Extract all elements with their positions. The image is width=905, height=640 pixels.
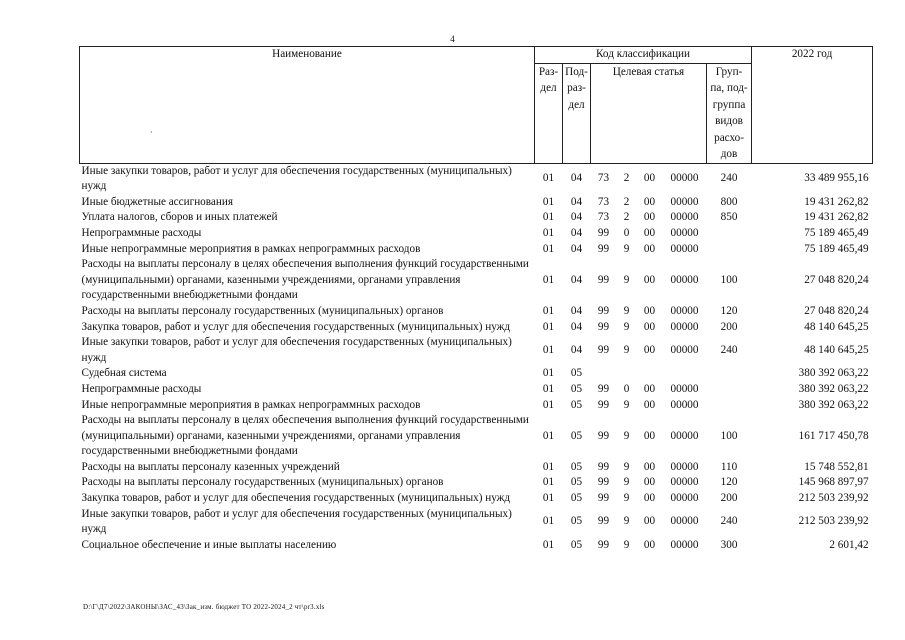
row-target-3: 00 (643, 515, 656, 528)
row-group (707, 366, 752, 382)
row-name: Расходы на выплаты персоналу государственных (муниципальных) органов (81, 476, 444, 489)
row-podrazdel: 04 (570, 343, 583, 356)
row-podrazdel: 04 (570, 172, 583, 185)
row-group: 240 (720, 343, 738, 356)
row-group: 120 (720, 304, 738, 317)
row-amount: 19 431 262,82 (804, 211, 869, 224)
row-target-1: 99 (597, 273, 610, 286)
row-name: Расходы на выплаты персоналу казенных учреждений (81, 460, 340, 473)
row-razdel: 01 (542, 460, 555, 473)
row-target-4: 00000 (670, 343, 699, 356)
row-amount: 75 189 465,49 (804, 242, 869, 255)
row-target-4 (663, 366, 707, 382)
row-podrazdel: 05 (570, 367, 583, 380)
row-amount: 212 503 239,92 (798, 492, 869, 505)
row-name: Закупка товаров, работ и услуг для обеспечения государственных (муниципальных) нужд (81, 492, 511, 505)
row-group: 240 (720, 515, 738, 528)
row-razdel: 01 (542, 195, 555, 208)
row-group (707, 242, 752, 258)
row-target-4: 00000 (670, 211, 699, 224)
row-amount: 380 392 063,22 (798, 382, 869, 395)
row-target-1: 99 (597, 398, 610, 411)
row-podrazdel: 04 (570, 195, 583, 208)
row-amount: 48 140 645,25 (804, 320, 869, 333)
row-target-2: 9 (623, 242, 630, 255)
row-razdel: 01 (542, 226, 555, 239)
row-target-3: 00 (643, 304, 656, 317)
table-row (80, 538, 873, 554)
row-group: 110 (720, 460, 738, 473)
row-razdel: 01 (542, 476, 555, 489)
row-amount: 19 431 262,82 (804, 195, 869, 208)
row-razdel: 01 (542, 320, 555, 333)
row-target-4: 00000 (670, 195, 699, 208)
row-name: Иные закупки товаров, работ и услуг для обеспечения государственных (муниципальных) нужд (81, 507, 512, 536)
row-group: 200 (720, 320, 738, 333)
row-target-2: 9 (623, 538, 630, 551)
row-razdel: 01 (542, 515, 555, 528)
row-group: 300 (720, 538, 738, 551)
row-target-1: 99 (597, 242, 610, 255)
row-target-2: 2 (623, 211, 630, 224)
row-podrazdel: 04 (570, 226, 583, 239)
row-target-4: 00000 (670, 429, 699, 442)
table-row (80, 320, 873, 336)
table-row (80, 413, 873, 460)
stray-mark: · (150, 128, 153, 137)
row-amount: 2 601,42 (829, 538, 869, 551)
row-podrazdel: 05 (570, 382, 583, 395)
header-group: Груп- па, под- группа видов расхо- дов (707, 63, 752, 163)
row-target-1: 99 (597, 304, 610, 317)
row-target-3: 00 (643, 492, 656, 505)
row-target-4: 00000 (670, 273, 699, 286)
row-target-3: 00 (643, 429, 656, 442)
table-row (80, 226, 873, 242)
row-target-2 (617, 366, 637, 382)
table-row (80, 398, 873, 414)
row-target-1: 99 (597, 429, 610, 442)
row-target-4: 00000 (670, 398, 699, 411)
row-name: Иные непрограммные мероприятия в рамках непрограммных расходов (81, 242, 421, 255)
row-target-2: 0 (623, 382, 630, 395)
table-row (80, 195, 873, 211)
row-razdel: 01 (542, 367, 555, 380)
table-row (80, 475, 873, 491)
row-target-3 (637, 366, 663, 382)
row-podrazdel: 05 (570, 429, 583, 442)
row-podrazdel: 05 (570, 398, 583, 411)
row-target-1: 73 (597, 195, 610, 208)
row-group (707, 382, 752, 398)
row-target-4: 00000 (670, 320, 699, 333)
row-amount: 48 140 645,25 (804, 343, 869, 356)
row-target-4: 00000 (670, 172, 699, 185)
row-target-3: 00 (643, 273, 656, 286)
row-podrazdel: 05 (570, 460, 583, 473)
table-row (80, 257, 873, 304)
row-target-3: 00 (643, 398, 656, 411)
table-row (80, 366, 873, 382)
row-razdel: 01 (542, 304, 555, 317)
table-row (80, 163, 873, 195)
row-podrazdel: 04 (570, 320, 583, 333)
row-group: 240 (720, 172, 738, 185)
row-target-2: 9 (623, 515, 630, 528)
row-target-2: 9 (623, 273, 630, 286)
row-group (707, 398, 752, 414)
row-razdel: 01 (542, 211, 555, 224)
row-amount: 33 489 955,16 (804, 172, 869, 185)
row-target-4: 00000 (670, 476, 699, 489)
row-target-1: 99 (597, 343, 610, 356)
row-target-1: 99 (597, 320, 610, 333)
header-name: Наименование (80, 47, 535, 164)
row-amount: 27 048 820,24 (804, 273, 869, 286)
row-target-2: 9 (623, 460, 630, 473)
row-razdel: 01 (542, 398, 555, 411)
row-name: Уплата налогов, сборов и иных платежей (81, 211, 278, 224)
row-target-3: 00 (643, 242, 656, 255)
row-name: Расходы на выплаты персоналу в целях обеспечения выполнения функций государственными (муниципальными) органами, казенными учреждениями, органами управления государственными внебюджетными фондами (81, 258, 529, 302)
budget-table (79, 46, 873, 553)
table-row (80, 210, 873, 226)
row-amount: 75 189 465,49 (804, 226, 869, 239)
row-target-3: 00 (643, 320, 656, 333)
header-podrazdel: Под- раз- дел (563, 63, 591, 163)
row-target-2: 0 (623, 226, 630, 239)
row-target-3: 00 (643, 538, 656, 551)
page-number: 4 (450, 34, 455, 44)
row-target-3: 00 (643, 172, 656, 185)
row-amount: 380 392 063,22 (798, 398, 869, 411)
row-razdel: 01 (542, 382, 555, 395)
row-target-3: 00 (643, 343, 656, 356)
row-name: Социальное обеспечение и иные выплаты населению (81, 538, 337, 551)
row-target-1: 73 (597, 211, 610, 224)
row-target-2: 9 (623, 304, 630, 317)
row-target-3: 00 (643, 382, 656, 395)
row-target-3: 00 (643, 460, 656, 473)
row-target-2: 2 (623, 195, 630, 208)
row-amount: 212 503 239,92 (798, 515, 869, 528)
row-razdel: 01 (542, 273, 555, 286)
row-name: Расходы на выплаты персоналу государственных (муниципальных) органов (81, 304, 444, 317)
row-razdel: 01 (542, 429, 555, 442)
row-name: Закупка товаров, работ и услуг для обеспечения государственных (муниципальных) нужд (81, 320, 511, 333)
row-podrazdel: 05 (570, 476, 583, 489)
header-razdel: Раз- дел (535, 63, 563, 163)
row-target-2: 9 (623, 429, 630, 442)
row-group: 100 (720, 273, 738, 286)
row-amount: 380 392 063,22 (798, 367, 869, 380)
row-podrazdel: 05 (570, 538, 583, 551)
row-razdel: 01 (542, 492, 555, 505)
row-name: Непрограммные расходы (81, 382, 202, 395)
row-amount: 145 968 897,97 (798, 476, 869, 489)
row-target-1: 99 (597, 226, 610, 239)
row-target-3: 00 (643, 195, 656, 208)
row-name: Иные закупки товаров, работ и услуг для обеспечения государственных (муниципальных) нужд (81, 336, 512, 364)
row-podrazdel: 04 (570, 211, 583, 224)
table-row (80, 382, 873, 398)
row-group: 100 (720, 429, 738, 442)
row-razdel: 01 (542, 242, 555, 255)
row-target-1: 99 (597, 538, 610, 551)
row-target-4: 00000 (670, 460, 699, 473)
header-target: Целевая статья (591, 63, 707, 163)
row-podrazdel: 04 (570, 273, 583, 286)
row-group: 850 (720, 211, 738, 224)
table-row (80, 507, 873, 538)
row-name: Расходы на выплаты персоналу в целях обеспечения выполнения функций государственными (муниципальными) органами, казенными учреждениями, органами управления государственными внебюджетными фондами (81, 414, 529, 458)
row-target-2: 2 (623, 172, 630, 185)
row-podrazdel: 05 (570, 492, 583, 505)
row-name: Иные закупки товаров, работ и услуг для обеспечения государственных (муниципальных) нужд (81, 164, 512, 193)
row-podrazdel: 05 (570, 515, 583, 528)
table-body (80, 163, 873, 553)
row-amount: 161 717 450,78 (798, 429, 869, 442)
row-name: Непрограммные расходы (81, 226, 202, 239)
row-razdel: 01 (542, 343, 555, 356)
table-row (80, 304, 873, 320)
row-target-4: 00000 (670, 226, 699, 239)
row-target-1: 73 (597, 172, 610, 185)
file-path-footer: D:\Г\Д7\2022\ЗАКОНЫ\ЗАС_43\Зак_изм. бюджет ТО 2022-2024_2 чт\pr3.xls (83, 603, 325, 611)
row-target-4: 00000 (670, 492, 699, 505)
row-target-4: 00000 (670, 304, 699, 317)
row-name: Иные непрограммные мероприятия в рамках непрограммных расходов (81, 398, 421, 411)
row-amount: 15 748 552,81 (804, 460, 869, 473)
header-classification: Код классификации (535, 47, 752, 64)
row-target-1: 99 (597, 515, 610, 528)
row-target-2: 9 (623, 398, 630, 411)
table-row (80, 491, 873, 507)
row-name: Иные бюджетные ассигнования (81, 195, 233, 208)
row-target-3: 00 (643, 211, 656, 224)
row-target-4: 00000 (670, 538, 699, 551)
row-razdel: 01 (542, 538, 555, 551)
row-group: 200 (720, 492, 738, 505)
row-target-1: 99 (597, 476, 610, 489)
table-row (80, 242, 873, 258)
row-target-2: 9 (623, 343, 630, 356)
row-target-2: 9 (623, 476, 630, 489)
row-target-2: 9 (623, 492, 630, 505)
row-target-1: 99 (597, 492, 610, 505)
row-target-2: 9 (623, 320, 630, 333)
row-podrazdel: 04 (570, 304, 583, 317)
row-target-3: 00 (643, 476, 656, 489)
row-target-4: 00000 (670, 382, 699, 395)
row-name: Судебная система (81, 367, 167, 380)
row-amount: 27 048 820,24 (804, 304, 869, 317)
row-podrazdel: 04 (570, 242, 583, 255)
row-group (707, 226, 752, 242)
row-group: 120 (720, 476, 738, 489)
row-razdel: 01 (542, 172, 555, 185)
header-year: 2022 год (752, 47, 873, 164)
table-row (80, 335, 873, 366)
row-group: 800 (720, 195, 738, 208)
table-row (80, 460, 873, 476)
row-target-1: 99 (597, 460, 610, 473)
row-target-4: 00000 (670, 242, 699, 255)
row-target-1 (591, 366, 617, 382)
row-target-3: 00 (643, 226, 656, 239)
row-target-1: 99 (597, 382, 610, 395)
row-target-4: 00000 (670, 515, 699, 528)
